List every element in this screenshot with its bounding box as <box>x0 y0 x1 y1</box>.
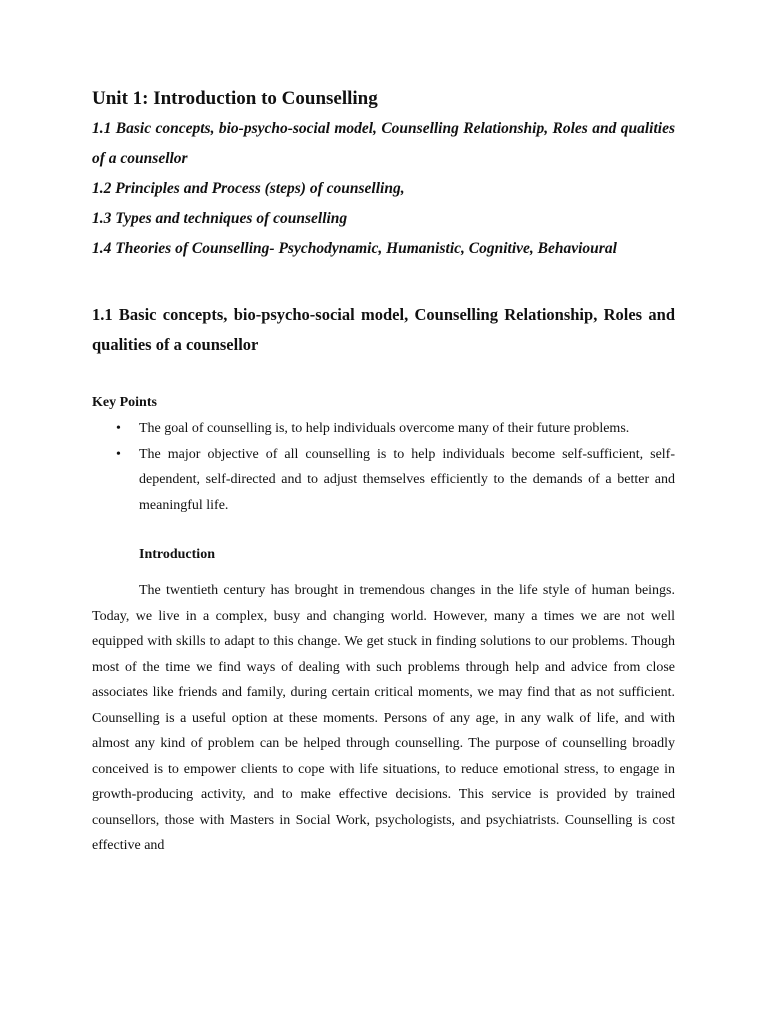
toc-item: 1.1 Basic concepts, bio-psycho-social model, Counselling Relationship, Roles and qualities of a counsellor <box>92 120 675 167</box>
spacer <box>92 568 675 578</box>
introduction-paragraph: The twentieth century has brought in tremendous changes in the life style of human beings. Today, we live in a complex, busy and changing world. However, many a times we are not well equipped with skills to adapt to this change. We get stuck in finding solutions to our problems. Though most of the time we find ways of dealing with such problems through help and advice from close associates like friends and family, during certain critical moments, we may find that as not sufficient. Counselling is a useful option at these moments. Persons of any age, in any walk of life, and with almost any kind of problem can be helped through counselling. The purpose of counselling broadly conceived is to empower clients to cope with life situations, to reduce emotional stress, to engage in growth-producing activity, and to make effective decisions. This service is provided by trained counsellors, those with Masters in Social Work, psychologists, and psychiatrists. Counselling is cost effective and <box>92 583 675 853</box>
spacer <box>92 360 675 390</box>
introduction-heading: Introduction <box>139 547 215 562</box>
table-of-contents <box>92 114 675 264</box>
document-page <box>92 84 675 859</box>
toc-item: 1.2 Principles and Process (steps) of counselling, <box>92 180 405 197</box>
key-points-heading: Key Points <box>92 395 157 410</box>
toc-item: 1.3 Types and techniques of counselling <box>92 210 348 227</box>
toc-item: 1.4 Theories of Counselling- Psychodynamic, Humanistic, Cognitive, Behavioural <box>92 240 617 257</box>
spacer <box>92 518 675 542</box>
bullet-icon: • <box>116 446 121 462</box>
section-heading: 1.1 Basic concepts, bio-psycho-social model, Counselling Relationship, Roles and qualities of a counsellor <box>92 305 675 354</box>
key-points-list <box>92 416 675 518</box>
key-point-text: The major objective of all counselling is to help individuals become self-sufficient, self-dependent, self-directed and to adjust themselves efficiently to the demands of a better and meaningful life. <box>139 446 675 513</box>
bullet-icon: • <box>116 421 121 436</box>
list-item <box>92 442 675 519</box>
list-item <box>92 416 675 442</box>
key-point-text: The goal of counselling is, to help individuals overcome many of their future problems. <box>139 421 630 436</box>
spacer <box>92 264 675 300</box>
unit-title: Unit 1: Introduction to Counselling <box>92 88 378 109</box>
